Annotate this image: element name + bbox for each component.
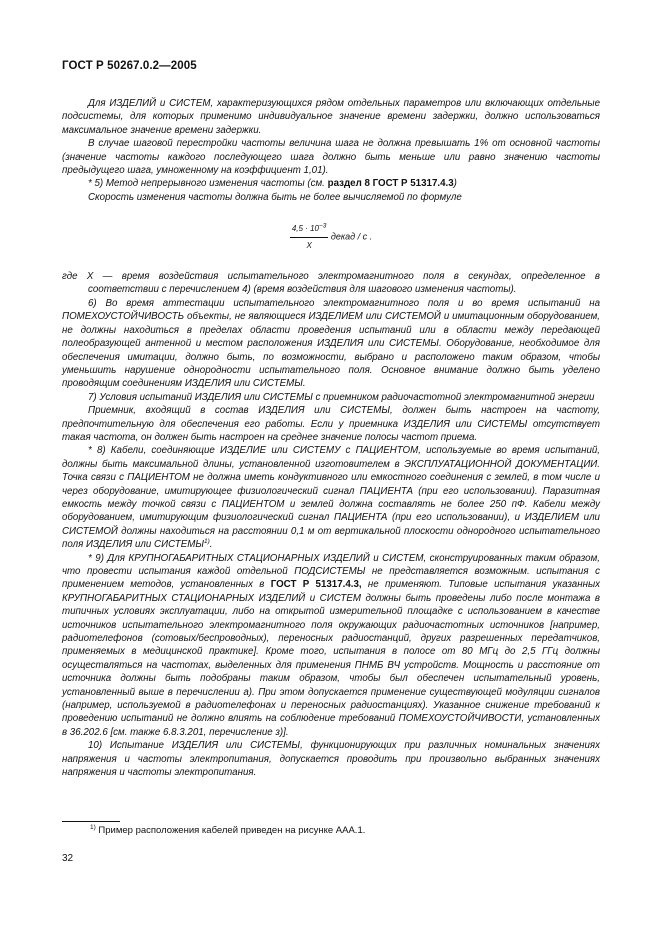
rate-formula	[62, 222, 600, 252]
paragraph-item-9	[62, 552, 600, 740]
formula-exponent: −3	[318, 222, 327, 230]
formula-unit: декад / с .	[330, 231, 373, 242]
paragraph-rate: Скорость изменения частоты должна быть не более вычисляемой по формуле	[88, 191, 462, 203]
footnote-marker: 1)	[90, 823, 96, 831]
formula-fraction	[290, 222, 329, 252]
main-text	[62, 97, 600, 780]
page-number: 32	[62, 853, 74, 864]
item-9-text-a: * 9) Для КРУПНОГАБАРИТНЫХ СТАЦИОНАРНЫХ ИЗДЕЛИЙ и СИСТЕМ, сконструированных таким образом, что провести испытания каждой отдельной ПОДСИСТЕМЫ не представляется возможным. испытания с применением методов, установленных в	[62, 552, 600, 591]
paragraph-item-10: 10) Испытание ИЗДЕЛИЯ или СИСТЕМЫ, функционирующих при различных номинальных значениях напряжения и частоты электропитания, допускается проводить при произвольно выбранных значениях напряжения и частоты электропитания.	[62, 740, 600, 779]
formula-denominator: X	[306, 240, 312, 250]
paragraph-method-5	[62, 177, 600, 190]
paragraph-item-8	[62, 444, 600, 551]
footnote-text: Пример расположения кабелей приведен на рисунке ААА.1.	[95, 825, 366, 836]
document-header: ГОСТ Р 50267.0.2—2005	[62, 60, 197, 72]
paragraph-step-size: В случае шаговой перестройки частоты величина шага не должна превышать 1% от основной частоты (значение частоты каждого последующего шага должно быть меньше или равно значению частоты предыдущего шага, умноженному на коэффициент 1,01).	[62, 138, 600, 177]
footnote-divider	[62, 821, 120, 822]
paragraph-item-6: 6) Во время аттестации испытательного электромагнитного поля и во время испытаний на ПОМЕХОУСТОЙЧИВОСТЬ объекты, не являющиеся ИЗДЕЛИЕМ или СИСТЕМОЙ и имитационным оборудованием, не должны находиться в пределах области проведения испытаний или в области между передающей полеобразующей антенной и местом расположения ИЗДЕЛИЯ или СИСТЕМЫ. Оборудование, необходимое для обеспечения имитации, должно быть, по возможности, выбрано и расположено таким образом, чтобы уменьшить нарушение однородности испытательного поля. Основное внимание должно быть уделено проводящим соединениям ИЗДЕЛИЯ или СИСТЕМЫ.	[62, 297, 600, 390]
item-9-text-c: не применяют. Типовые испытания указанных КРУПНОГАБАРИТНЫХ СТАЦИОНАРНЫХ ИЗДЕЛИЙ и СИСТЕМ должны быть проведены либо после монтажа в типичных условиях эксплуатации, либо на открытой измерительной площадке с использованием в качестве источников испытательного электромагнитного поля окружающих радиочастотных источников [например, радиотелефонов (сотовых/беспроводных), переносных радиостанций, других разрешенных передатчиков, применяемых в медицинской практике]. Кроме того, испытания в полосе от 80 МГц до 2,5 ГГц должны осуществляться на частотах, выделенных для применения ПНМБ ВЧ устройств. Мощность и расстояние от источника должны быть подобраны таким образом, чтобы был обеспечен испытательный уровень, установленный выше в перечислении а). При этом допускается применение существующей модуляции сигналов (например, используемой в радиотелефонах и переносных радиостанциях). Указанное снижение требований к проведению испытаний не должно влиять на соблюдение требований ПОМЕХОУСТОЙЧИВОСТИ, установленных в 36.202.6 [см. также 6.8.3.201, перечисление з)].	[62, 579, 600, 738]
item-8-text: * 8) Кабели, соединяющие ИЗДЕЛИЕ или СИСТЕМУ с ПАЦИЕНТОМ, используемые во время испытаний, должны быть максимальной длины, установленной изготовителем в ЭКСПЛУАТАЦИОННОЙ ДОКУМЕНТАЦИИ. Точка связи с ПАЦИЕНТОМ не должна иметь кондуктивного или емкостного соединения с землей, в том числе и через оборудование, имитирующее физиологический сигнал ПАЦИЕНТА (при его использовании). Паразитная емкость между точкой связи с ПАЦИЕНТОМ и землей должна составлять не более 250 пФ. Кабели между оборудованием, имитирующим физиологический сигнал ПАЦИЕНТА (при его использовании), и ИЗДЕЛИЕМ или СИСТЕМОЙ должны находиться на расстоянии 0,1 м от вертикальной плоскости однородного испытательного поля ИЗДЕЛИЯ или СИСТЕМЫ	[62, 445, 600, 551]
item-9-reference: ГОСТ Р 51317.4.3,	[270, 579, 362, 591]
paragraph-receiver: Приемник, входящий в состав ИЗДЕЛИЯ или СИСТЕМЫ, должен быть настроен на частоту, предпочтительную для обеспечения его работы. Если у приемника ИЗДЕЛИЯ или СИСТЕМЫ отсутствует такая частота, он должен быть настроен на среднее значение полосы частот приема.	[62, 405, 600, 443]
footnote-ref: 1)	[204, 537, 210, 545]
method-5-close: )	[453, 178, 457, 190]
paragraph-where-x: где X — время воздействия испытательного электромагнитного поля в секундах, определенное в соответствии с перечислением 4) (время воздействия для шагового изменения частоты).	[62, 271, 600, 296]
footnote	[90, 825, 365, 836]
formula-numerator	[290, 222, 329, 237]
method-5-reference: раздел 8 ГОСТ Р 51317.4.3	[327, 178, 454, 190]
paragraph-delay-time: Для ИЗДЕЛИЙ и СИСТЕМ, характеризующихся рядом отдельных параметров или включающих отдельные подсистемы, для которых применимо индивидуальное значение времени задержки, должно использоваться максимальное значение времени задержки.	[62, 98, 600, 136]
paragraph-item-7: 7) Условия испытаний ИЗДЕЛИЯ или СИСТЕМЫ с приемником радиочастотной электромагнитной энергии	[88, 391, 595, 403]
formula-numerator-base: 4,5 · 10	[291, 224, 319, 234]
item-8-end: .	[209, 539, 213, 551]
method-5-text: * 5) Метод непрерывного изменения частоты (см.	[88, 178, 328, 190]
